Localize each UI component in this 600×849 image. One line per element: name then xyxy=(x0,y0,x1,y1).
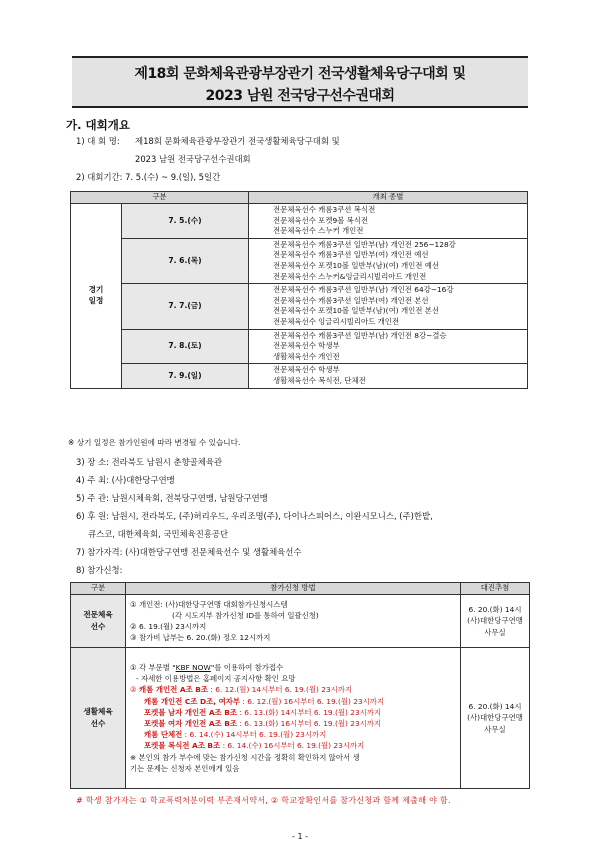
schedule-event: 전문체육선수 캐롬3쿠션 일반부(여) 개인전 예선 xyxy=(273,250,429,260)
registration-draw-pro xyxy=(461,595,530,648)
item-organizer: 5) 주 관: 남원시체육회, 전북당구연맹, 남원당구연맹 xyxy=(76,493,268,503)
item-event-name: 제18회 문화체육관광부장관기 전국생활체육당구대회 및 xyxy=(135,136,340,146)
method-line: 포켓볼 복식전 A조 B조 : 6. 14.(수) 16시부터 6. 19.(월) 23시까지 xyxy=(144,741,365,751)
registration-header-method: 참가신청 방법 xyxy=(126,583,461,595)
schedule-event: 전문체육선수 포켓10볼 일반부(남)(여) 개인전 예선 xyxy=(273,260,439,270)
method-line: 캐롬 개인전 C조 D조, 여자부 : 6. 12.(월) 16시부터 6. 19.(월) 23시까지 xyxy=(144,696,385,706)
schedule-group-label-1: 경기 xyxy=(88,285,104,295)
method-line: ※ 본인의 참가 부수에 맞는 참가신청 시간을 정확히 확인하지 않아서 생 xyxy=(130,752,360,762)
schedule-note: ※ 상기 일정은 참가인원에 따라 변경될 수 있습니다. xyxy=(68,438,241,447)
title-line-2: 2023 남원 전국당구선수권대회 xyxy=(205,88,395,104)
registration-label-pro-2: 선수 xyxy=(90,622,106,631)
schedule-events xyxy=(249,204,528,239)
item-sponsors: 6) 후 원: 남원시, 전라북도, (주)허리우드, 우리조명(주), 다이나스피어스, 이완시모니스, (주)한밭, xyxy=(76,511,433,521)
schedule-events xyxy=(249,238,528,283)
item-registration: 8) 참가신청: xyxy=(76,565,123,575)
draw-line: 6. 20.(화) 14시 xyxy=(468,605,522,615)
item-host: 4) 주 최: (사)대한당구연맹 xyxy=(76,475,175,485)
schedule-event: 전문체육선수 포켓10볼 일반부(남)(여) 개인전 본선 xyxy=(273,306,439,316)
schedule-event: 생활체육선수 복식전, 단체전 xyxy=(273,375,366,385)
method-line: 기는 문제는 신청자 본인에게 있음 xyxy=(130,763,240,773)
registration-header-draw: 대진추첨 xyxy=(461,583,530,595)
registration-label-amateur xyxy=(71,648,126,789)
registration-label-amateur-2: 선수 xyxy=(90,719,106,728)
schedule-event: 전문체육선수 캐롬3쿠션 일반부(남) 개인전 64강~16강 xyxy=(273,285,454,295)
method-line: 포켓볼 남자 개인전 A조 B조 : 6. 13.(화) 14시부터 6. 19.(월) 23시까지 xyxy=(144,707,382,717)
schedule-header-events: 개최 종별 xyxy=(249,192,528,204)
schedule-event: 전문체육선수 잉글리시빌리아드 개인전 xyxy=(273,316,400,326)
method-line: (각 시도지부 참가신청 ID를 통하여 일괄신청) xyxy=(172,610,319,620)
registration-header-category: 구분 xyxy=(71,583,126,595)
draw-line: 사무실 xyxy=(484,724,506,734)
schedule-date: 7. 8.(토) xyxy=(122,329,249,364)
method-line: ① 각 부문별 "KBF NOW"를 이용하여 참가접수 xyxy=(130,662,284,672)
draw-line: 사무실 xyxy=(484,627,506,637)
schedule-date: 7. 6.(목) xyxy=(122,238,249,283)
schedule-event: 전문체육선수 학생부 xyxy=(273,341,340,351)
registration-draw-amateur xyxy=(461,648,530,789)
item-event-name-cont: 2023 남원 전국당구선수권대회 xyxy=(135,154,251,164)
schedule-event: 전문체육선수 학생부 xyxy=(273,365,340,375)
registration-label-amateur-1: 생활체육 xyxy=(83,707,113,716)
schedule-event: 전문체육선수 캐롬3쿠션 복식전 xyxy=(273,205,376,214)
registration-label-pro xyxy=(71,595,126,648)
registration-method-pro xyxy=(126,595,461,648)
student-notice: # 학생 참가자는 ① 학교폭력처분이력 부존재서약서, ② 학교장확인서를 참가신청과 함께 제출해 야 함. xyxy=(76,796,451,805)
schedule-date: 7. 5.(수) xyxy=(122,204,249,239)
draw-line: (사)대한당구연맹 xyxy=(467,616,523,626)
schedule-event: 생활체육선수 개인전 xyxy=(273,351,340,361)
registration-method-amateur xyxy=(126,648,461,789)
item-venue: 3) 장 소: 전라북도 남원시 춘향골체육관 xyxy=(76,457,223,467)
schedule-header-category: 구분 xyxy=(71,192,249,204)
item-event-name-label: 1) 대 회 명: xyxy=(76,136,120,146)
method-line: ② 6. 19.(월) 23시까지 xyxy=(130,622,207,631)
method-line: 캐롬 단체전 : 6. 14.(수) 14시부터 6. 19.(월) 23시까지 xyxy=(144,730,327,740)
title-banner xyxy=(72,56,528,108)
schedule-group-label-2: 일정 xyxy=(88,295,104,305)
section-heading: 가. 대회개요 xyxy=(66,118,130,132)
page-number: - 1 - xyxy=(292,832,308,841)
method-line: ① 개인전: (사)대한당구연맹 대회참가신청시스템 xyxy=(130,599,288,609)
schedule-date: 7. 7.(금) xyxy=(122,284,249,329)
draw-line: (사)대한당구연맹 xyxy=(467,713,523,723)
schedule-events xyxy=(249,329,528,364)
item-sponsors-cont: 큐스코, 대한체육회, 국민체육진흥공단 xyxy=(88,529,229,539)
schedule-group-label xyxy=(71,204,122,389)
schedule-table xyxy=(70,191,528,389)
schedule-event: 전문체육선수 포켓9볼 복식전 xyxy=(273,215,369,225)
schedule-event: 전문체육선수 스누커&잉글리시빌리아드 개인전 xyxy=(273,271,427,281)
schedule-event: 전문체육선수 캐롬3쿠션 일반부(남) 개인전 8강~결승 xyxy=(273,330,447,340)
method-line: ② 캐롬 개인전 A조 B조 : 6. 12.(월) 14시부터 6. 19.(월) 23시까지 xyxy=(130,685,353,695)
registration-label-pro-1: 전문체육 xyxy=(83,610,113,619)
schedule-events xyxy=(249,284,528,329)
draw-line: 6. 20.(화) 14시 xyxy=(468,702,522,712)
title-line-1: 제18회 문화체육관광부장관기 전국생활체육당구대회 및 xyxy=(134,66,466,82)
method-line: - 자세한 이용방법은 홈페이지 공지사항 확인 요망 xyxy=(136,674,296,684)
schedule-event: 전문체육선수 캐롬3쿠션 일반부(여) 개인전 본선 xyxy=(273,295,429,305)
registration-table xyxy=(70,582,530,789)
schedule-date: 7. 9.(일) xyxy=(122,364,249,388)
kbf-now-link[interactable]: KBF NOW xyxy=(175,662,211,672)
schedule-event: 전문체육선수 스누커 개인전 xyxy=(273,226,364,236)
item-eligibility: 7) 참가자격: (사)대한당구연맹 전문체육선수 및 생활체육선수 xyxy=(76,547,302,557)
schedule-events xyxy=(249,364,528,388)
method-line: ③ 참가비 납부는 6. 20.(화) 정오 12시까지 xyxy=(130,633,271,643)
schedule-event: 전문체육선수 캐롬3쿠션 일반부(남) 개인전 256~128강 xyxy=(273,239,456,249)
item-event-period: 2) 대회기간: 7. 5.(수) ~ 9.(일), 5일간 xyxy=(76,172,221,182)
method-line: 포켓볼 여자 개인전 A조 B조 : 6. 13.(화) 16시부터 6. 19.(월) 23시까지 xyxy=(144,719,382,728)
